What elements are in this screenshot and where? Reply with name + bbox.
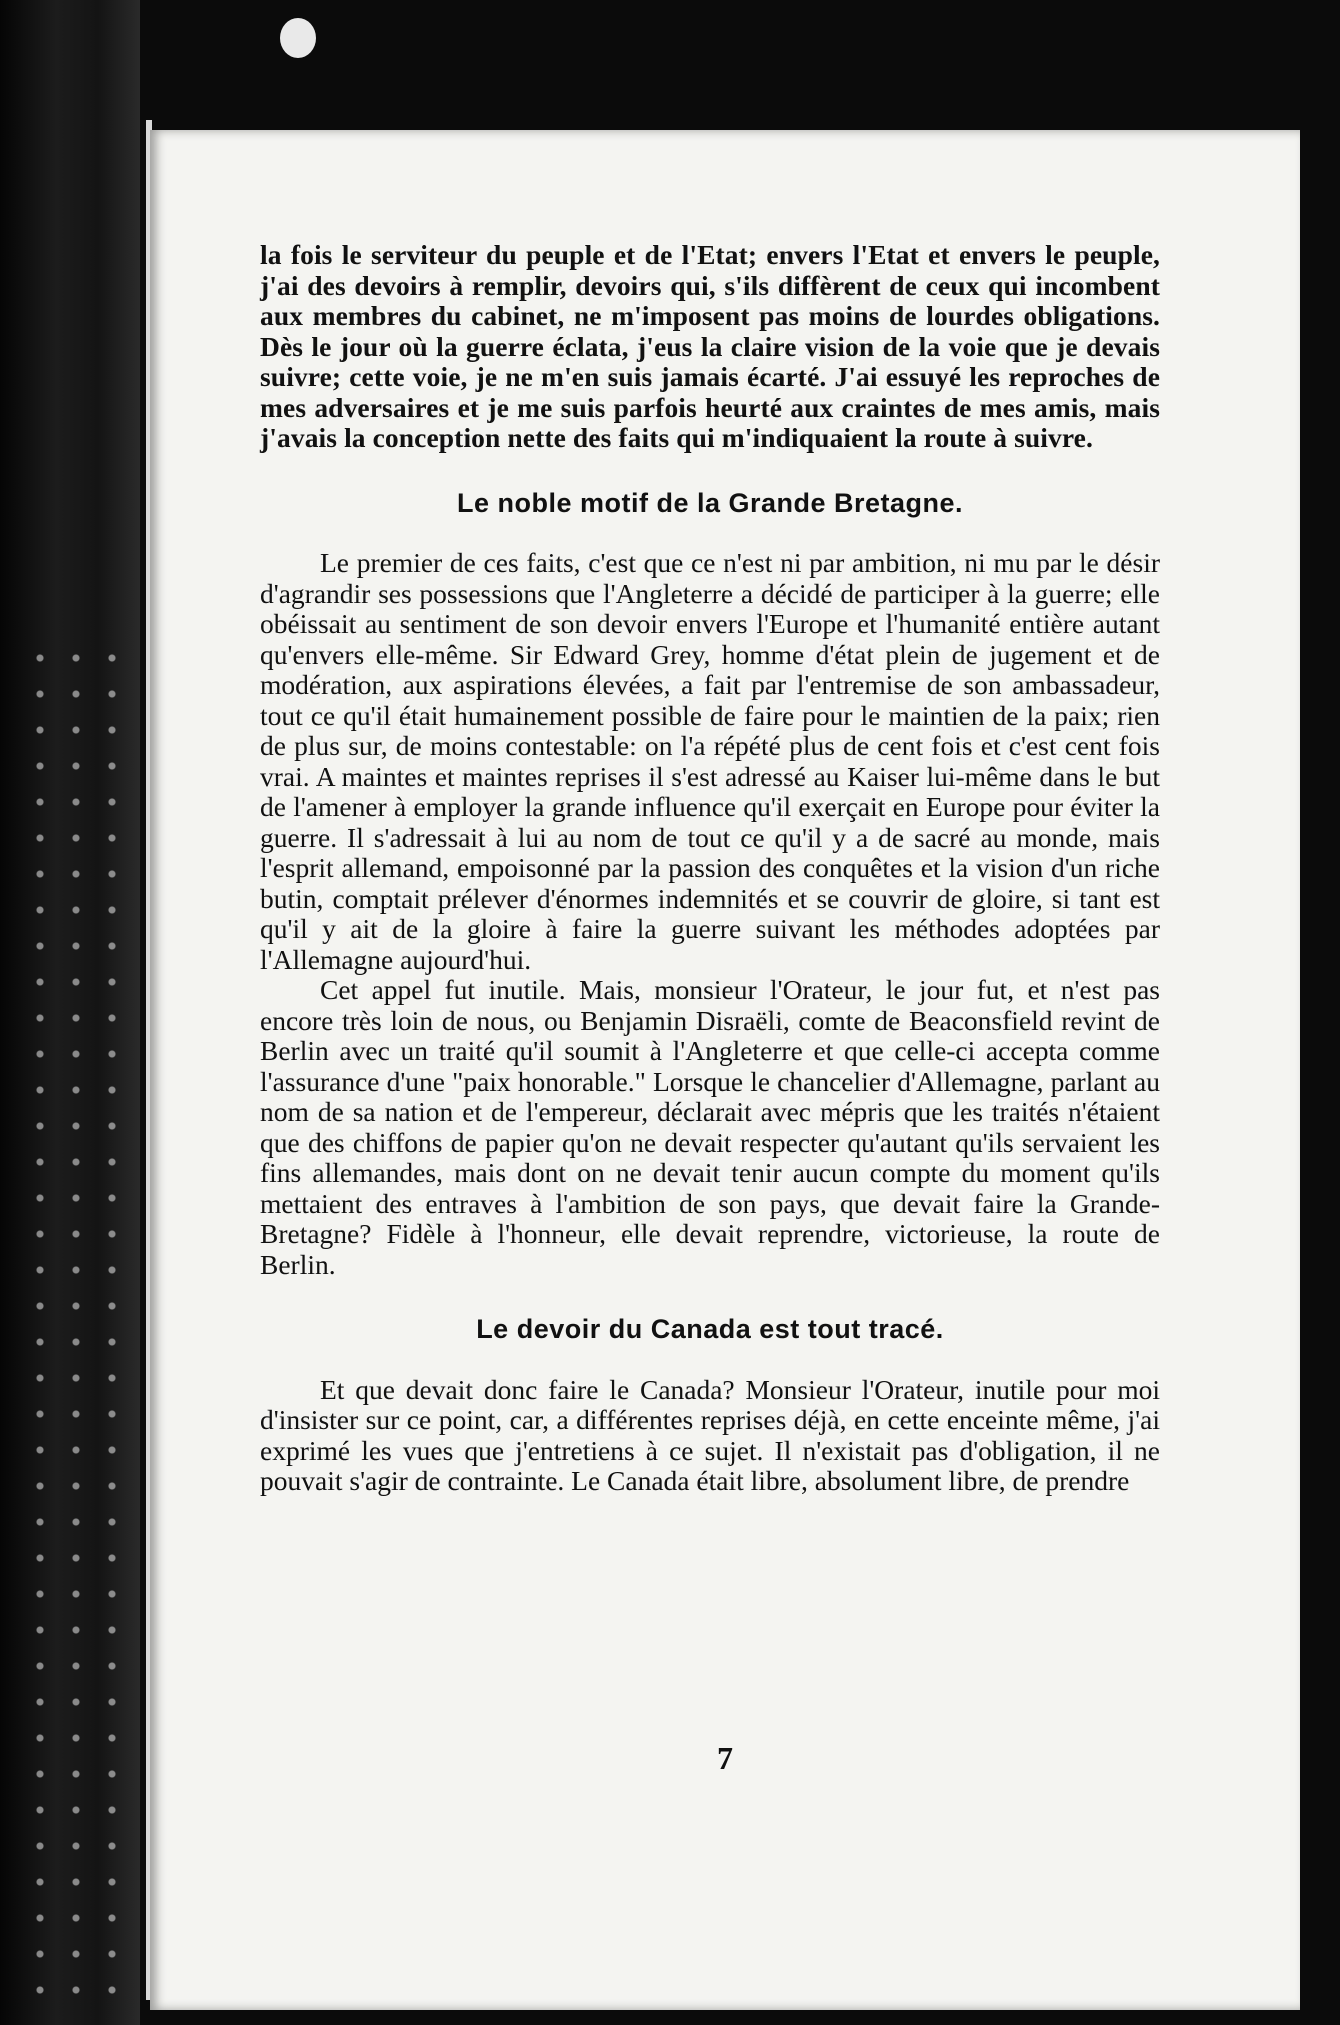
punch-hole-mark (280, 18, 316, 58)
paragraph-3: Cet appel fut inutile. Mais, monsieur l'Orateur, le jour fut, et n'est pas encore très loin de nous, ou Benjamin Disraëli, comte de Beaconsfield revint de Berlin avec un traité qu'il soumit à l'Angleterre et que celle-ci accepta comme l'assurance d'une "paix honorable." Lorsque le chancelier d'Allemagne, parlant au nom de sa nation et de l'empereur, déclarait avec mépris que les traités n'étaient que des chiffons de papier qu'on ne devait respecter qu'autant qu'ils servaient les fins allemandes, mais dont on ne devait tenir aucun compte du moment qu'ils mettaient des entraves à l'ambition de son pays, que devait faire la Grande-Bretagne? Fidèle à l'honneur, elle devait reprendre, victorieuse, la route de Berlin. (260, 974, 1160, 1280)
paragraph-4: Et que devait donc faire le Canada? Monsieur l'Orateur, inutile pour moi d'insister sur ce point, car, a différentes reprises déjà, en cette enceinte même, j'ai exprimé les vues que j'entretiens à ce sujet. Il n'existait pas d'obligation, il ne pouvait s'agir de contrainte. Le Canada était libre, absolument libre, de prendre (260, 1373, 1160, 1496)
body-text (260, 240, 1160, 1497)
section-heading-canada: Le devoir du Canada est tout tracé. (476, 1314, 944, 1344)
paragraph-1: la fois le serviteur du peuple et de l'Etat; envers l'Etat et envers le peuple, j'ai des devoirs à remplir, devoirs qui, s'ils diffèrent de ceux qui incombent aux membres du cabinet, ne m'imposent pas moins de lourdes obligations. Dès le jour où la guerre éclata, j'eus la claire vision de la voie que je devais suivre; cette voie, je ne m'en suis jamais écarté. J'ai essuyé les reproches de mes adversaires et je me suis parfois heurté aux craintes de mes amis, mais j'avais la conception nette des faits qui m'indiquaient la route à suivre. (260, 239, 1160, 453)
paragraph-2: Le premier de ces faits, c'est que ce n'est ni par ambition, ni mu par le désir d'agrandir ses possessions que l'Angleterre a décidé de participer à la guerre; elle obéissait au sentiment de son devoir envers l'Europe et l'humanité entière autant qu'envers elle-même. Sir Edward Grey, homme d'état plein de jugement et de modération, aux aspirations élevées, a fait par l'entremise de son ambassadeur, tout ce qu'il était humainement possible de faire pour le maintien de la paix; rien de plus sur, de moins contestable: on l'a répété plus de cent fois et c'est cent fois vrai. A maintes et maintes reprises il s'est adressé au Kaiser lui-même dans le but de l'amener à employer la grande influence qu'il exerçait en Europe pour éviter la guerre. Il s'adressait à lui au nom de tout ce qu'il y a de sacré au monde, mais l'esprit allemand, empoisonné par la passion des conquêtes et la vision d'un riche butin, comptait prélever d'énormes indemnités et se couvrir de gloire, si tant est qu'il y ait de la gloire à faire la guerre suivant les méthodes adoptées par l'Allemagne aujourd'hui. (260, 547, 1160, 975)
binding-stitch-marks (22, 640, 132, 2020)
section-heading-grande-bretagne: Le noble motif de la Grande Bretagne. (456, 487, 964, 518)
adjacent-page-edge (0, 0, 140, 2025)
page-number: 7 (717, 1740, 733, 1776)
document-page (150, 130, 1300, 2010)
